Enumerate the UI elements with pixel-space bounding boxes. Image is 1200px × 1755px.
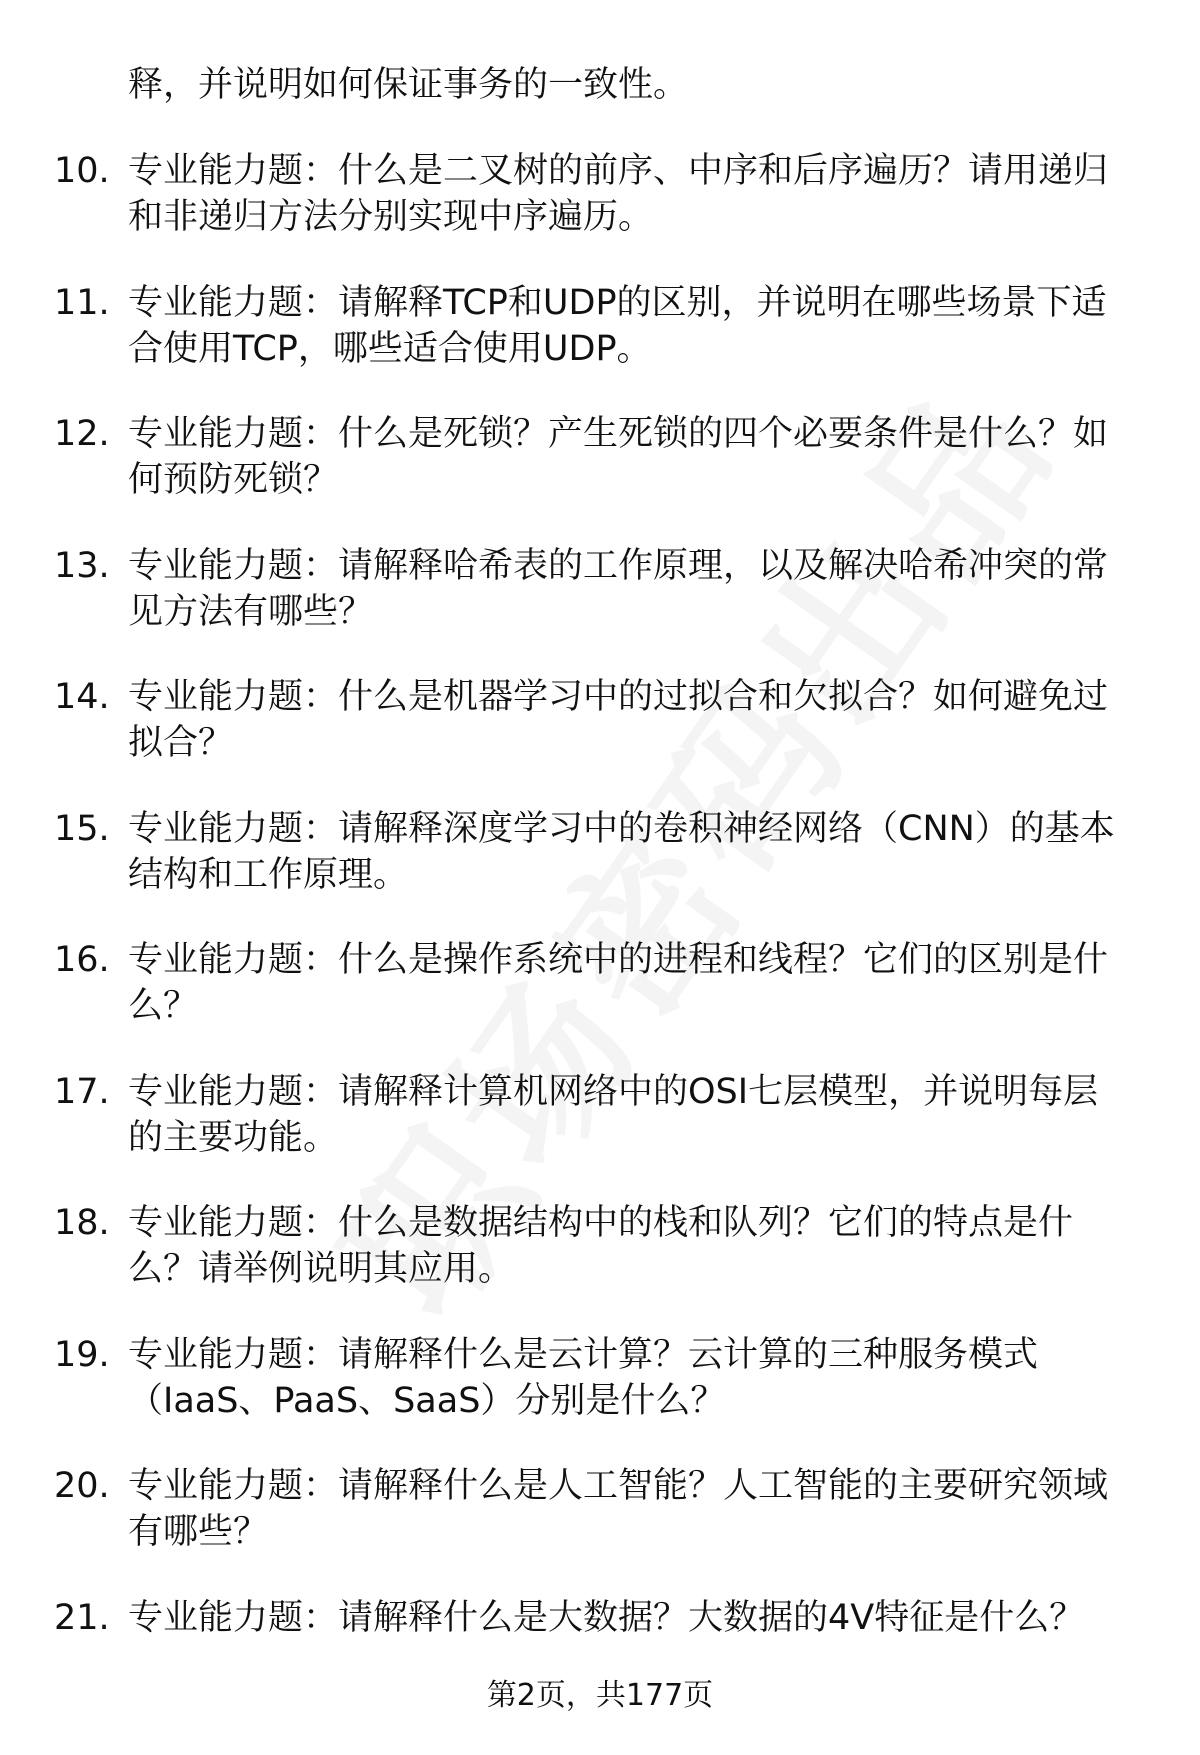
question-line: 么？请举例说明其应用。 [128, 1249, 514, 1289]
question-text [128, 1463, 1160, 1555]
question-text [128, 806, 1160, 898]
question-line: 专业能力题：什么是死锁？产生死锁的四个必要条件是什么？如 [128, 414, 1109, 454]
question-number: 16. [54, 940, 110, 980]
question-line: 专业能力题：请解释哈希表的工作原理，以及解决哈希冲突的常 [128, 545, 1109, 586]
question-text [128, 937, 1160, 1029]
question-line: 见方法有哪些？ [128, 591, 374, 632]
question-text [128, 148, 1160, 240]
question-line: （IaaS、PaaS、SaaS）分别是什么？ [128, 1380, 726, 1421]
question-text [128, 1069, 1160, 1161]
question-line: 专业能力题：请解释计算机网络中的OSI七层模型，并说明每层 [128, 1071, 1099, 1112]
question-line: 专业能力题：什么是二叉树的前序、中序和后序遍历？请用递归 [128, 151, 1109, 191]
question-item [0, 148, 1200, 240]
question-line: 拟合？ [128, 723, 234, 763]
question-item [0, 1069, 1200, 1161]
question-line: 结构和工作原理。 [128, 854, 409, 895]
question-list [0, 148, 1200, 1726]
question-item [0, 1595, 1200, 1687]
page-footer: 第2页，共177页 [486, 1678, 714, 1713]
question-line: 专业能力题：请解释什么是云计算？云计算的三种服务模式 [128, 1334, 1039, 1375]
question-number: 12. [54, 414, 110, 454]
question-number: 13. [54, 545, 110, 586]
question-item [0, 1200, 1200, 1292]
question-text [128, 543, 1160, 635]
question-item [0, 411, 1200, 503]
question-text [128, 674, 1160, 766]
question-item [0, 1332, 1200, 1424]
question-number: 17. [54, 1071, 110, 1112]
question-line: 专业能力题：请解释深度学习中的卷积神经网络（CNN）的基本 [128, 808, 1115, 849]
question-item [0, 937, 1200, 1029]
question-text [128, 1200, 1160, 1292]
question-line: 和非递归方法分别实现中序遍历。 [128, 197, 654, 237]
question-line: 专业能力题：请解释什么是大数据？大数据的4V特征是什么？ [128, 1597, 1085, 1638]
question-line: 有哪些？ [128, 1512, 269, 1552]
question-line: 专业能力题：什么是机器学习中的过拟合和欠拟合？如何避免过 [128, 677, 1109, 717]
question-number: 14. [54, 677, 110, 717]
question-number: 21. [54, 1597, 110, 1638]
question-item [0, 674, 1200, 766]
question-number: 11. [54, 282, 110, 323]
question-line: 何预防死锁？ [128, 460, 339, 500]
question-line: 专业能力题：什么是数据结构中的栈和队列？它们的特点是什 [128, 1203, 1074, 1243]
question-line: 专业能力题：什么是操作系统中的进程和线程？它们的区别是什 [128, 940, 1109, 980]
question-line: 合使用TCP，哪些适合使用UDP。 [128, 328, 652, 369]
question-text [128, 1332, 1160, 1424]
question-text [128, 1595, 1160, 1641]
question-text [128, 411, 1160, 503]
question-item [0, 543, 1200, 635]
question-number: 19. [54, 1334, 110, 1375]
question-line: 的主要功能。 [128, 1117, 339, 1158]
question-item [0, 806, 1200, 898]
question-item [0, 1463, 1200, 1555]
question-number: 20. [54, 1466, 110, 1506]
question-line: 么？ [128, 986, 199, 1026]
question-number: 15. [54, 808, 110, 849]
question-line: 专业能力题：请解释什么是人工智能？人工智能的主要研究领域 [128, 1466, 1109, 1506]
question-item [0, 280, 1200, 372]
question-number: 10. [54, 151, 110, 191]
question-text [128, 280, 1160, 372]
question-line: 专业能力题：请解释TCP和UDP的区别，并说明在哪些场景下适 [128, 282, 1107, 323]
question-number: 18. [54, 1203, 110, 1243]
continuation-text: 释，并说明如何保证事务的一致性。 [128, 65, 689, 105]
